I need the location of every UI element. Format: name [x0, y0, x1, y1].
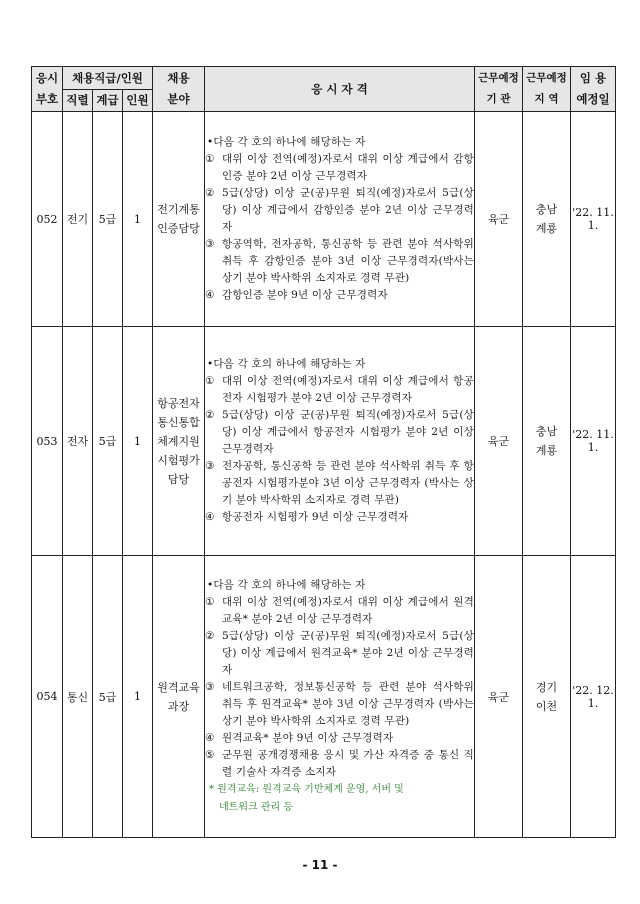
qualification-item: ① 대위 이상 전역(예정)자로서 대위 이상 계급에서 원격교육* 분야 2년 이상 근무경력자: [205, 595, 474, 625]
work-org-cell: 육군: [475, 327, 523, 556]
qualification-item: ③ 네트워크공학, 정보통신공학 등 관련 분야 석사학위 취득 후 원격교육* 분야 3년 이상 근무경력자 (박사는 상기 분야 박사학위 소지자로 경력 무관): [205, 680, 474, 727]
count-cell: 1: [123, 112, 153, 327]
qualification-item: ② 5급(상당) 이상 군(공)무원 퇴직(예정)자로서 5급(상당) 이상 계급에서 원격교육* 분야 2년 이상 근무경력자: [205, 629, 474, 676]
header-qualification: 응 시 자 격: [205, 67, 475, 112]
qualification-item: ① 대위 이상 전역(예정)자로서 대위 이상 계급에서 감항인증 분야 2년 이상 근무경력자: [205, 153, 474, 182]
appointment-date-cell: '22. 12. 1.: [571, 556, 616, 838]
header-exam-no: 응시 부호: [32, 67, 63, 112]
qualification-cell: [205, 112, 475, 327]
work-org-cell: 육군: [475, 556, 523, 838]
qualification-cell: [205, 556, 475, 838]
qualification-item: ② 5급(상당) 이상 군(공)무원 퇴직(예정)자로서 5급(상당) 이상 계급에서 항공전자 시험평가 분야 2년 이상 근무경력자: [205, 409, 474, 455]
header-work-location: 근무예정 지 역: [523, 67, 571, 112]
header-field: 채용 분야: [153, 67, 205, 112]
qualification-item: ③ 전자공학, 통신공학 등 관련 분야 석사학위 취득 후 항공전자 시험평가분야 3년 이상 근무경력자 (박사는 상기 분야 박사학위 소지자로 경력 무관): [205, 460, 474, 506]
qualification-item: ④ 항공전자 시험평가 9년 이상 근무경력자: [205, 511, 409, 523]
page-number: - 11 -: [302, 858, 338, 872]
qualification-item: ② 5급(상당) 이상 군(공)무원 퇴직(예정)자로서 5급(상당) 이상 계급에서 감항인증 분야 2년 이상 근무경력자: [205, 187, 474, 233]
work-org-cell: 육군: [475, 112, 523, 327]
field-cell: 항공전자 통신통합 체계지원 시험평가 담당: [153, 327, 205, 556]
table-row: [32, 327, 616, 556]
qualification-cell: [205, 327, 475, 556]
recruitment-table: [31, 66, 616, 838]
series-cell: 통신: [63, 556, 93, 838]
work-location-cell: 충남 계룡: [523, 112, 571, 327]
remote-education-note: * 원격교육: 원격교육 기반체계 운영, 서버 및 네트워크 관리 등: [209, 783, 404, 813]
qualification-item: ④ 원격교육* 분야 9년 이상 근무경력자: [205, 731, 394, 744]
exam-no-cell: 053: [32, 327, 63, 556]
qualification-item: ⑤ 군무원 공개경쟁채용 응시 및 가산 자격증 중 통신 직렬 기술사 자격증 소지자: [205, 748, 474, 778]
work-location-cell: 경기 이천: [523, 556, 571, 838]
qualification-intro: •다음 각 호의 하나에 해당하는 자: [207, 136, 366, 148]
field-cell: 원격교육 과장: [153, 556, 205, 838]
header-series: 직렬: [63, 90, 93, 112]
header-count: 인원: [123, 90, 153, 112]
count-cell: 1: [123, 556, 153, 838]
series-cell: 전기: [63, 112, 93, 327]
header-row-1: [32, 67, 616, 90]
table-row: [32, 556, 616, 838]
table-row: [32, 112, 616, 327]
series-cell: 전자: [63, 327, 93, 556]
grade-cell: 5급: [93, 556, 123, 838]
count-cell: 1: [123, 327, 153, 556]
header-work-org: 근무예정 기 관: [475, 67, 523, 112]
header-appointment-date: 임 용 예정일: [571, 67, 616, 112]
work-location-cell: 충남 계룡: [523, 327, 571, 556]
exam-no-cell: 054: [32, 556, 63, 838]
qualification-intro: •다음 각 호의 하나에 해당하는 자: [207, 358, 366, 370]
exam-no-cell: 052: [32, 112, 63, 327]
appointment-date-cell: '22. 11. 1.: [571, 112, 616, 327]
grade-cell: 5급: [93, 112, 123, 327]
grade-cell: 5급: [93, 327, 123, 556]
field-cell: 전기계통 인증담당: [153, 112, 205, 327]
qualification-intro: •다음 각 호의 하나에 해당하는 자: [207, 578, 366, 591]
qualification-item: ① 대위 이상 전역(예정)자로서 대위 이상 계급에서 항공전자 시험평가 분야 2년 이상 근무경력자: [205, 375, 474, 404]
qualification-item: ③ 항공역학, 전자공학, 통신공학 등 관련 분야 석사학위 취득 후 감항인증 분야 3년 이상 근무경력자(박사는 상기 분야 박사학위 소지자로 경력 무관): [205, 238, 474, 284]
header-position-group: 채용직급/인원: [63, 67, 153, 90]
header-grade: 계급: [93, 90, 123, 112]
appointment-date-cell: '22. 11. 1.: [571, 327, 616, 556]
qualification-item: ④ 감항인증 분야 9년 이상 근무경력자: [205, 289, 388, 301]
